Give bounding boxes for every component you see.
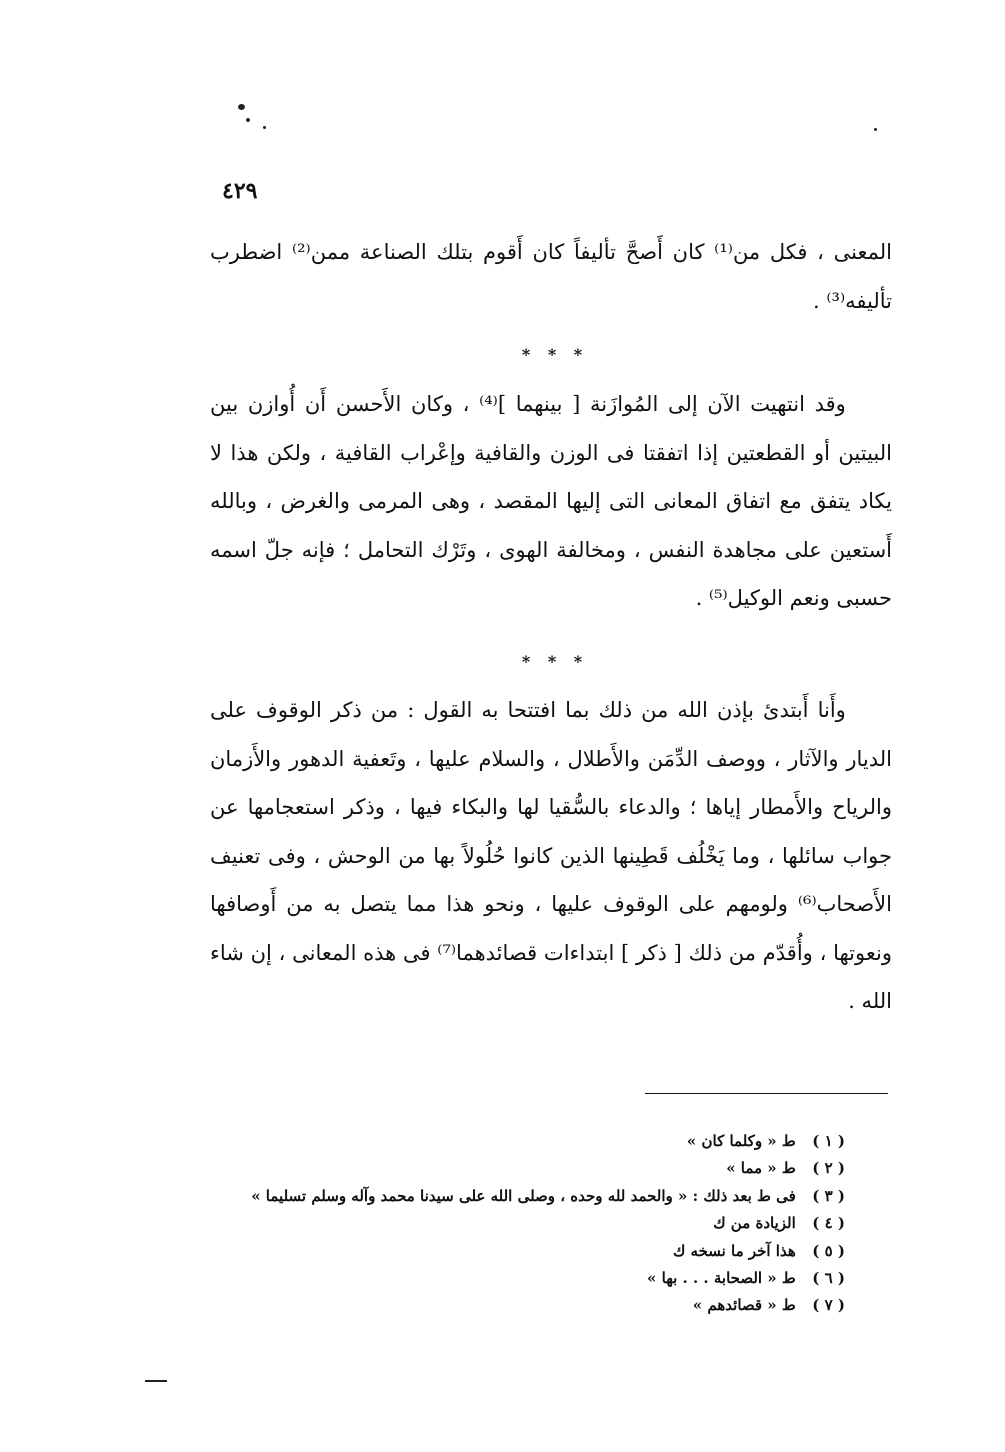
- footnote-number: ( ٥ ): [812, 1241, 845, 1260]
- scan-speck: [874, 128, 877, 131]
- footnote-number: ( ١ ): [812, 1132, 845, 1150]
- section-separator: * * *: [521, 652, 589, 671]
- footnote-text: فى ط بعد ذلك : « والحمد لله وحده ، وصلى الله على سيدنا محمد وآله وسلم تسليما »: [251, 1186, 796, 1205]
- paragraph-text: وأَنا أَبتدئ بإذن الله من ذلك بما افتتحا به القول : من ذكر الوقوف على الديار والآثار ، ووصف الدِّمَن والأَطلال ، والسلام عليها ، وتَعفية الدهور والأَزمان والرياح والأَمطار إياها ؛ والدعاء بالسُّقيا لها والبكاء فيها ، وذكر استعجامها عن جواب سائلها ، وما يَخْلُف قَطِينها الذين كانوا حُلُولاً بها من الوحش ، وفى تعنيف الأَصحاب⁽⁶⁾ ولومهم على الوقوف عليها ، ونحو هذا مما يتصل به من أَوصافها ونعوتها ، وأُقدّم من ذلك [ ذكر ] ابتداءات قصائدهما⁽⁷⁾ فى هذه المعانى ، إن شاء الله .: [210, 698, 892, 1013]
- footnote-item: [205, 1183, 845, 1210]
- footnote-text: الزيادة من ك: [713, 1214, 796, 1233]
- margin-dash: [145, 1380, 167, 1382]
- page-number: ٤٢٩: [222, 178, 258, 204]
- footnote-item: [205, 1210, 845, 1237]
- footnote-number: ( ٢ ): [812, 1159, 845, 1178]
- footnote-number: ( ٦ ): [812, 1269, 845, 1288]
- footnote-item: [205, 1265, 845, 1292]
- section-separator: * * *: [521, 345, 589, 364]
- footnote-number: ( ٤ ): [812, 1214, 845, 1233]
- footnote-rule: [645, 1093, 888, 1094]
- footnote-item: [205, 1155, 845, 1182]
- scan-speck: [263, 126, 266, 129]
- footnote-text: ط « قصائدهم »: [692, 1296, 796, 1315]
- paragraph-2: [210, 380, 892, 623]
- footnote-text: ط « مما »: [726, 1159, 796, 1178]
- footnote-number: ( ٣ ): [812, 1186, 845, 1205]
- footnote-text: هذا آخر ما نسخه ك: [672, 1241, 796, 1260]
- footnote-text: ط « وكلما كان »: [686, 1132, 796, 1150]
- paragraph-1: [210, 228, 892, 325]
- footnote-text: ط « الصحابة . . . بها »: [647, 1269, 796, 1288]
- scan-speck: [238, 104, 245, 110]
- scan-speck: [246, 118, 250, 122]
- paragraph-text: وقد انتهيت الآن إلى المُوازَنة [ بينهما ]⁽⁴⁾ ، وكان الأَحسن أَن أُوازن بين البيتين أو القطعتين إذا اتفقتا فى الوزن والقافية وإعْراب القافية ، ولكن هذا لا يكاد يتفق مع اتفاق المعانى التى إليها المقصد ، وهى المرمى والغرض ، وبالله أَستعين على مجاهدة النفس ، ومخالفة الهوى ، وتَرْك التحامل ؛ فإنه جلّ اسمه حسبى ونعم الوكيل⁽⁵⁾ .: [210, 392, 892, 610]
- footnote-item: [205, 1292, 845, 1319]
- footnote-item: [205, 1128, 845, 1155]
- paragraph-text: المعنى ، فكل من⁽¹⁾ كان أَصحَّ تأليفاً كان أَقوم بتلك الصناعة ممن⁽²⁾ اضطرب تأليفه⁽³⁾ .: [210, 240, 892, 313]
- footnote-item: [205, 1238, 845, 1265]
- footnotes: [205, 1128, 845, 1320]
- paragraph-3: [210, 686, 892, 1026]
- footnote-number: ( ٧ ): [812, 1296, 845, 1315]
